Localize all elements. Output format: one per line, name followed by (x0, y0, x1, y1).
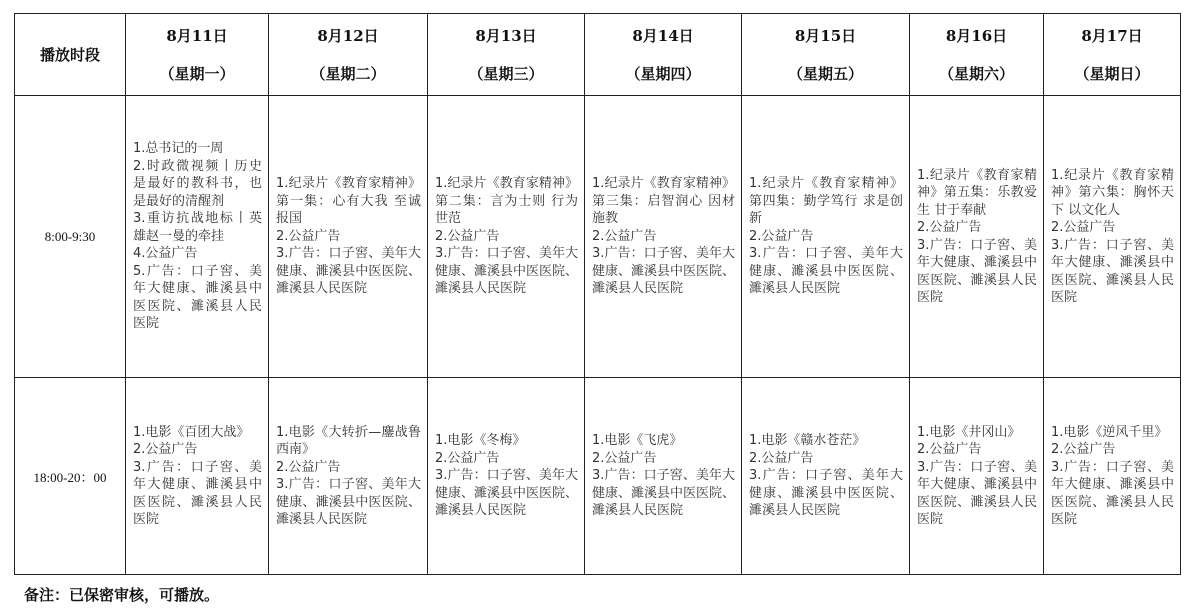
program-cell (742, 378, 910, 575)
program-item: 4.公益广告 (133, 246, 198, 262)
program-item: 3.广告：口子窖、美年大健康、濉溪县中医医院、濉溪县人民医院 (1051, 237, 1174, 305)
program-item: 1.电影《逆风千里》 (1051, 424, 1168, 440)
evening-slot-row (15, 378, 1181, 575)
time-slot: 18:00-20：00 (15, 378, 126, 575)
program-item: 1.纪录片《教育家精神》第一集：心有大我 至诚报国 (276, 176, 421, 227)
program-item: 2.公益广告 (276, 459, 341, 475)
program-item: 3.广告：口子窖、美年大健康、濉溪县中医医院、濉溪县人民医院 (276, 477, 421, 527)
header-row (15, 14, 1181, 96)
program-item: 2.时政微视频丨历史是最好的教科书，也是最好的清醒剂 (133, 158, 262, 209)
day-date: 8月12日 (317, 26, 379, 45)
program-item: 2.公益广告 (749, 228, 814, 244)
day-header (742, 14, 910, 96)
day-weekday: （星期二） (310, 64, 386, 83)
program-item: 2.公益广告 (435, 228, 500, 244)
program-item: 1.纪录片《教育家精神》第三集：启智润心 因材施教 (592, 176, 735, 227)
program-item: 3.广告：口子窖、美年大健康、濉溪县中医医院、濉溪县人民医院 (592, 468, 736, 519)
program-cell (269, 96, 428, 378)
program-item: 3.广告：口子窖、美年大健康、濉溪县中医医院、濉溪县人民医院 (435, 246, 579, 297)
program-item: 3.广告：口子窖、美年大健康、濉溪县中医医院、濉溪县人民医院 (1051, 459, 1174, 527)
day-header (126, 14, 269, 96)
program-item: 1.电影《飞虎》 (592, 433, 683, 449)
program-item: 3.广告：口子窖、美年大健康、濉溪县中医医院、濉溪县人民医院 (276, 246, 421, 297)
program-item: 2.公益广告 (276, 228, 341, 244)
time-slot: 8:00-9:30 (15, 96, 126, 378)
program-item: 2.公益广告 (1051, 220, 1116, 235)
program-item: 2.公益广告 (917, 220, 982, 235)
program-item: 3.广告：口子窖、美年大健康、濉溪县中医医院、濉溪县人民医院 (917, 459, 1037, 527)
program-item: 2.公益广告 (133, 442, 198, 457)
program-cell (742, 96, 910, 378)
day-weekday: （星期一） (159, 64, 235, 83)
day-date: 8月13日 (475, 26, 537, 45)
program-cell (1044, 96, 1181, 378)
program-item: 1.电影《井冈山》 (917, 424, 1021, 440)
program-item: 3.广告：口子窖、美年大健康、濉溪县中医医院、濉溪县人民医院 (917, 237, 1037, 305)
day-header (585, 14, 742, 96)
program-item: 1.纪录片《教育家精神》第六集：胸怀天下 以文化人 (1051, 167, 1174, 218)
day-header (1044, 14, 1181, 96)
day-weekday: （星期五） (787, 64, 863, 83)
day-date: 8月14日 (632, 26, 694, 45)
program-cell (910, 378, 1044, 575)
program-item: 5.广告：口子窖、美年大健康、濉溪县中医医院、濉溪县人民医院 (133, 263, 262, 332)
program-cell (126, 378, 269, 575)
day-header (269, 14, 428, 96)
program-cell (428, 378, 585, 575)
day-header (428, 14, 585, 96)
program-item: 3.重访抗战地标丨英雄赵一曼的牵挂 (133, 211, 262, 244)
program-item: 3.广告：口子窖、美年大健康、濉溪县中医医院、濉溪县人民医院 (749, 246, 903, 297)
program-cell (1044, 378, 1181, 575)
day-date: 8月15日 (794, 26, 857, 45)
day-weekday: （星期日） (1074, 64, 1150, 83)
slot-column-header: 播放时段 (15, 14, 126, 96)
program-item: 2.公益广告 (749, 450, 814, 466)
program-item: 2.公益广告 (592, 450, 657, 466)
program-item: 3.广告：口子窖、美年大健康、濉溪县中医医院、濉溪县人民医院 (592, 246, 736, 297)
program-cell (910, 96, 1044, 378)
remark-note: 备注：已保密审核，可播放。 (24, 586, 220, 604)
program-item: 1.电影《冬梅》 (435, 433, 526, 449)
program-item: 1.纪录片《教育家精神》第二集：言为士则 行为世范 (435, 176, 578, 227)
program-item: 2.公益广告 (592, 228, 657, 244)
day-weekday: （星期六） (938, 64, 1014, 83)
program-item: 1.电影《赣水苍茫》 (749, 433, 866, 449)
day-date: 8月11日 (166, 26, 228, 45)
day-header (910, 14, 1044, 96)
program-item: 3.广告：口子窖、美年大健康、濉溪县中医医院、濉溪县人民医院 (749, 468, 903, 519)
day-date: 8月17日 (1081, 26, 1143, 45)
day-weekday: （星期四） (625, 64, 701, 83)
program-cell (428, 96, 585, 378)
schedule-table (14, 13, 1181, 575)
program-cell (585, 96, 742, 378)
program-item: 2.公益广告 (1051, 442, 1116, 457)
program-item: 3.广告：口子窖、美年大健康、濉溪县中医医院、濉溪县人民医院 (133, 459, 262, 527)
program-item: 3.广告：口子窖、美年大健康、濉溪县中医医院、濉溪县人民医院 (435, 468, 579, 519)
day-weekday: （星期三） (468, 64, 544, 83)
day-date: 8月16日 (945, 26, 1008, 45)
program-item: 1.总书记的一周 (133, 141, 224, 157)
program-item: 2.公益广告 (435, 450, 500, 466)
program-item: 1.电影《大转折—鏖战鲁西南》 (276, 424, 421, 457)
morning-slot-row (15, 96, 1181, 378)
program-item: 1.纪录片《教育家精神》第五集：乐教爱生 甘于奉献 (917, 167, 1037, 218)
program-cell (269, 378, 428, 575)
program-item: 1.电影《百团大战》 (133, 424, 250, 440)
program-cell (126, 96, 269, 378)
program-item: 2.公益广告 (917, 442, 982, 457)
program-cell (585, 378, 742, 575)
program-item: 1.纪录片《教育家精神》第四集：勤学笃行 求是创新 (749, 176, 903, 227)
